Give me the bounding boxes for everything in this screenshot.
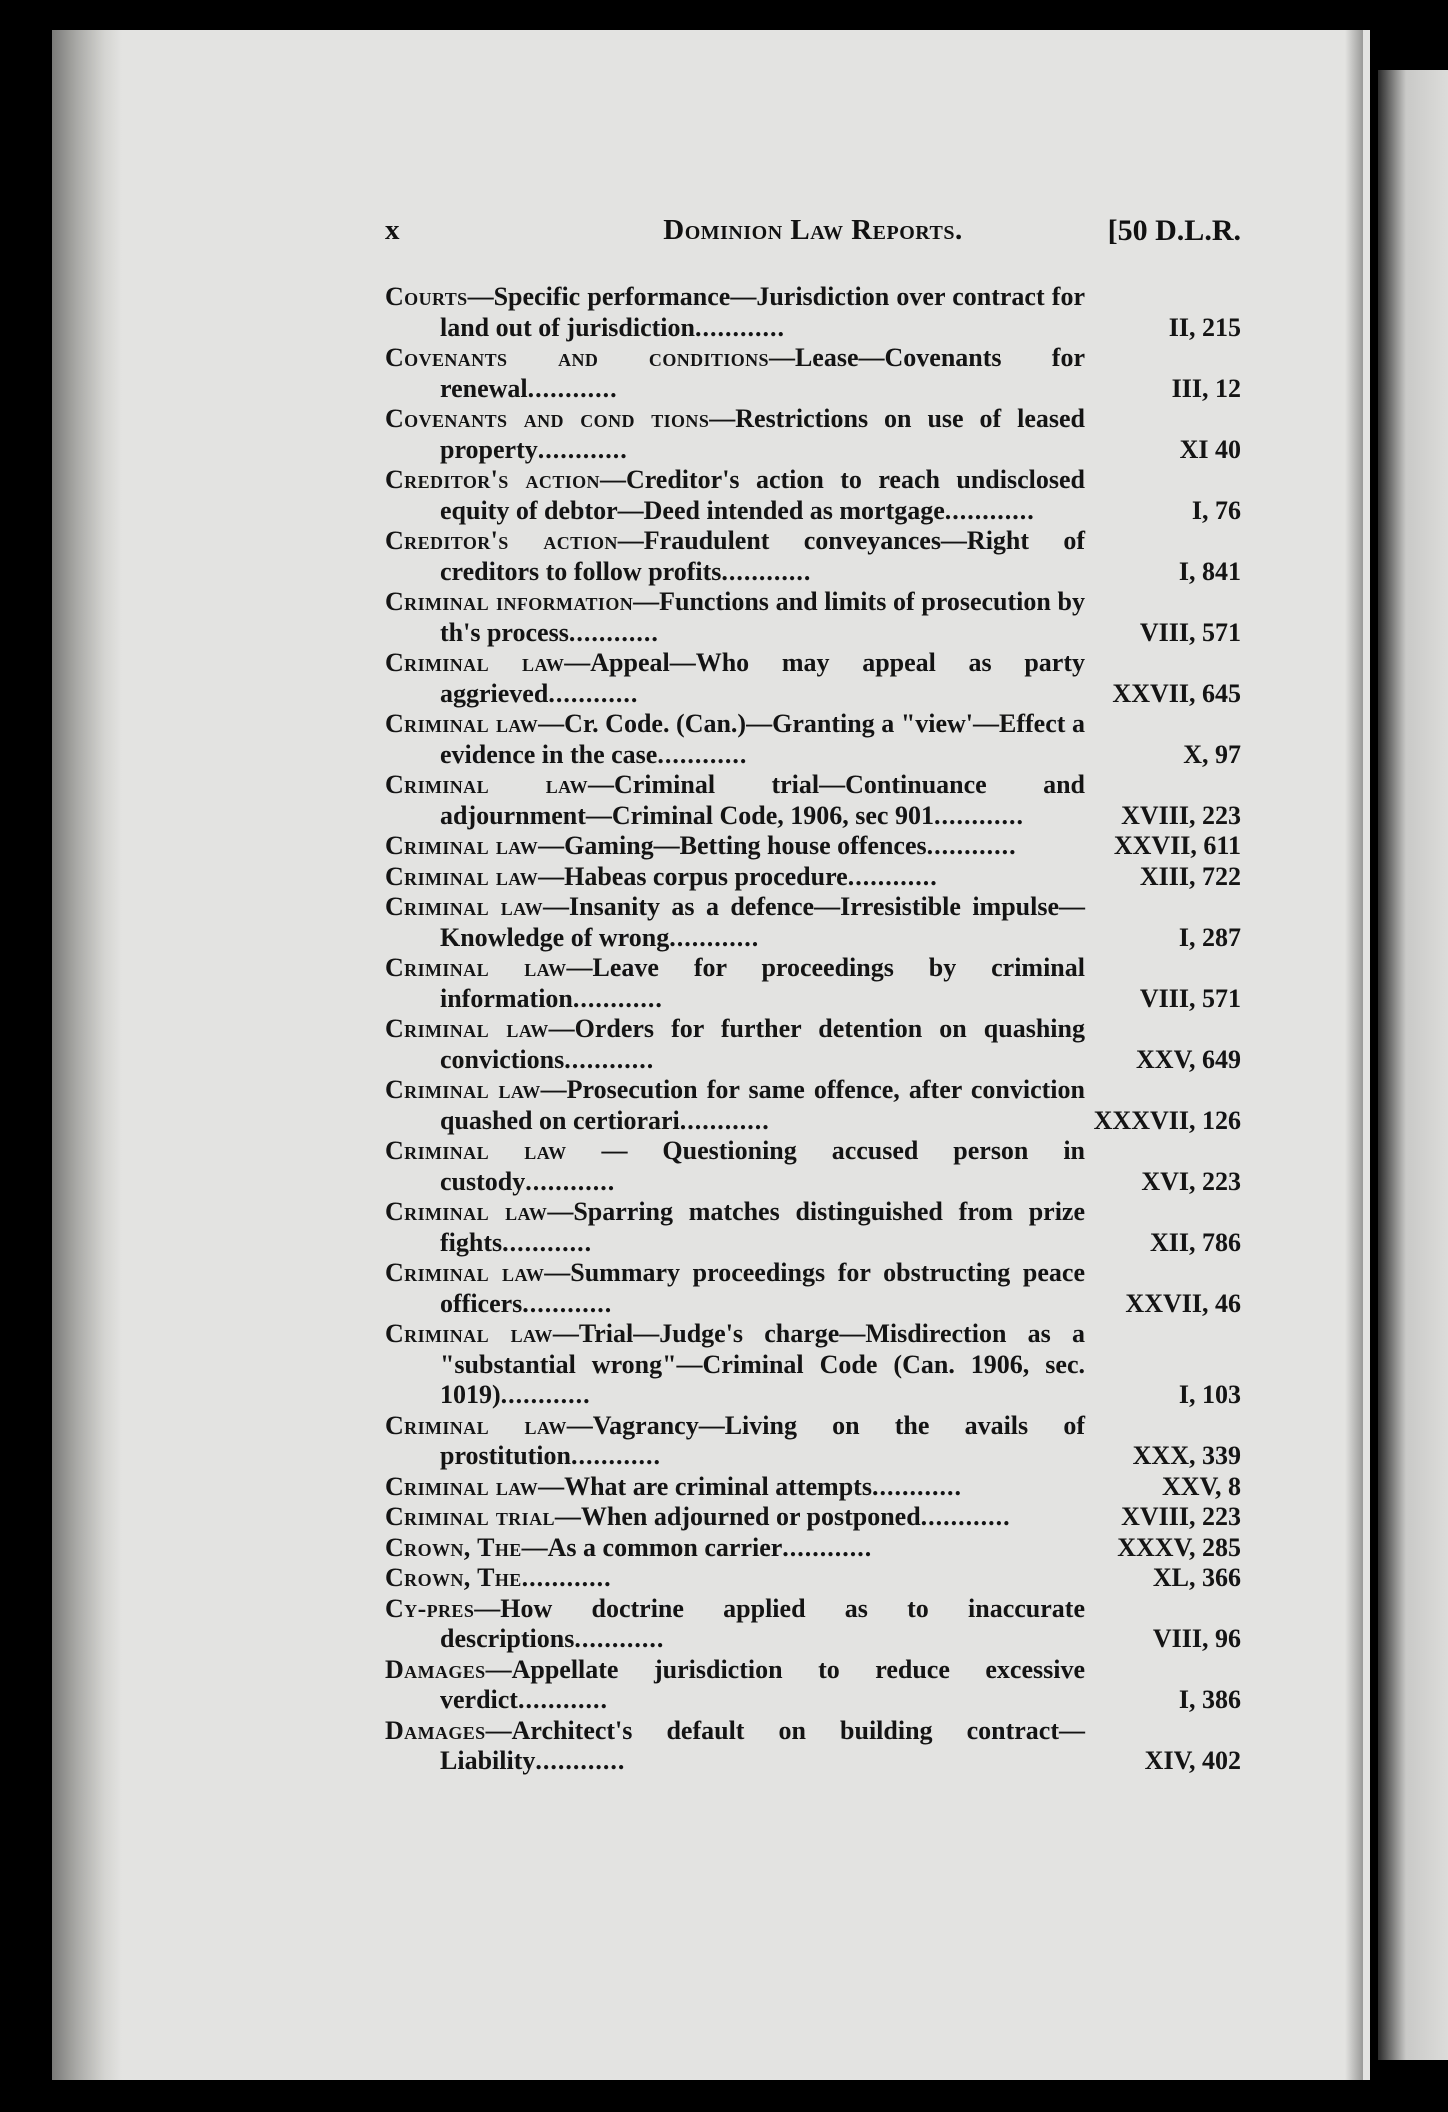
entry-heading: Criminal law	[385, 1410, 567, 1440]
leader-dots: ............	[679, 1105, 770, 1135]
entry-subject: —Specific performance—Jurisdiction over contract for land out of jurisdiction	[440, 282, 1085, 342]
index-entry	[385, 1075, 1241, 1136]
entry-text	[385, 587, 1085, 648]
index-entry	[385, 1472, 1241, 1503]
running-header	[385, 214, 1241, 254]
entry-heading: Criminal law	[385, 953, 567, 982]
entry-text	[385, 648, 1085, 709]
entry-subject: —As a common carrier	[521, 1532, 783, 1562]
entry-heading: Crown, The	[385, 1532, 522, 1562]
leader-dots: ............	[568, 617, 659, 647]
leader-dots: ............	[933, 800, 1024, 830]
entry-heading: Criminal law	[385, 831, 539, 860]
index-entry	[385, 862, 1241, 893]
entry-text	[385, 526, 1085, 587]
entry-subject: —Criminal trial—Continuance and adjournment—Criminal Code, 1906, sec 901	[440, 770, 1086, 830]
entry-heading: Criminal law	[385, 1258, 545, 1287]
entry-heading: Damages	[385, 1715, 486, 1745]
volume-page-reference: XXVII, 611	[1113, 831, 1241, 860]
leader-dots: ............	[525, 1166, 616, 1196]
entry-subject: —Functions and limits of prosecution by th's process	[440, 587, 1085, 647]
entry-heading: Criminal law	[385, 1197, 548, 1226]
entry-subject: —How doctrine applied as to inaccurate descriptions	[440, 1593, 1085, 1653]
entry-text	[385, 1563, 1085, 1594]
leader-dots: ............	[944, 495, 1035, 525]
entry-heading: Criminal law	[385, 1075, 541, 1104]
volume-page-reference: XIII, 722	[1139, 861, 1241, 891]
entry-subject: —Creditor's action to reach undisclosed equity of debtor—Deed intended as mortgage	[440, 465, 1085, 525]
index-entry	[385, 1563, 1241, 1594]
index-entry	[385, 953, 1241, 1014]
volume-page-reference: I, 386	[1178, 1685, 1241, 1714]
volume-page-reference: XXXVII, 126	[1093, 1105, 1241, 1135]
leader-dots: ............	[926, 831, 1017, 860]
entry-text	[385, 831, 1085, 862]
leader-dots: ............	[847, 861, 938, 891]
entry-text	[385, 1502, 1085, 1533]
leader-dots: ............	[502, 1227, 593, 1257]
entry-heading: Cy-pres	[385, 1593, 475, 1623]
leader-dots: ............	[871, 1471, 962, 1501]
entry-subject: —When adjourned or postponed	[554, 1502, 921, 1531]
entry-heading: Covenants and conditions	[385, 343, 769, 372]
entry-subject: —Gaming—Betting house offences	[538, 831, 927, 860]
entry-subject: —Lease—Covenants for renewal	[440, 343, 1085, 403]
adjacent-page-edge	[1378, 70, 1448, 2060]
index-entry	[385, 770, 1241, 831]
entry-heading: Criminal law	[385, 770, 588, 799]
entry-text	[385, 465, 1085, 526]
entry-text	[385, 709, 1085, 770]
entry-text	[385, 282, 1085, 343]
index-entry	[385, 648, 1241, 709]
leader-dots: ............	[500, 1380, 591, 1409]
entry-text	[385, 404, 1085, 465]
entry-text	[385, 1014, 1085, 1075]
entry-subject: —Restrictions on use of leased property	[440, 404, 1085, 464]
entry-heading: Criminal trial	[385, 1502, 555, 1531]
index-entry	[385, 404, 1241, 465]
entry-text	[385, 1716, 1085, 1777]
binding-shadow	[52, 30, 122, 2080]
entry-subject: —Habeas corpus procedure	[538, 861, 848, 891]
leader-dots: ............	[572, 983, 663, 1013]
index-entry	[385, 282, 1241, 343]
index-entry	[385, 1136, 1241, 1197]
volume-reference: [50 D.L.R.	[1107, 214, 1241, 247]
entry-text	[385, 1319, 1085, 1411]
index-entry	[385, 1502, 1241, 1533]
entry-text	[385, 1655, 1085, 1716]
entry-heading: Criminal law	[385, 892, 543, 921]
entry-text	[385, 1594, 1085, 1655]
entry-heading: Criminal law	[385, 709, 539, 738]
entry-text	[385, 953, 1085, 1014]
entry-subject: —Architect's default on building contract—Liability	[440, 1715, 1085, 1775]
index-entry	[385, 1533, 1241, 1564]
volume-page-reference: II, 215	[1168, 312, 1241, 342]
index-entry	[385, 1716, 1241, 1777]
volume-page-reference: XXXV, 285	[1117, 1532, 1241, 1562]
leader-dots: ............	[657, 739, 748, 769]
volume-page-reference: XII, 786	[1149, 1227, 1241, 1257]
index-entry	[385, 465, 1241, 526]
entry-heading: Criminal information	[385, 587, 634, 616]
index-entry	[385, 1319, 1241, 1411]
entry-subject: —Orders for further detention on quashing convictions	[440, 1014, 1085, 1074]
index-entry	[385, 1258, 1241, 1319]
index-entry	[385, 343, 1241, 404]
volume-page-reference: I, 76	[1191, 495, 1241, 525]
volume-page-reference: XXVII, 645	[1112, 678, 1241, 708]
volume-page-reference: VIII, 571	[1139, 617, 1241, 647]
entry-text	[385, 343, 1085, 404]
leader-dots: ............	[669, 922, 760, 952]
leader-dots: ............	[548, 678, 639, 708]
entry-subject: —Prosecution for same offence, after conviction quashed on certiorari	[440, 1075, 1085, 1135]
volume-page-reference: III, 12	[1171, 373, 1241, 403]
leader-dots: ............	[782, 1532, 873, 1562]
volume-page-reference: XVIII, 223	[1121, 800, 1241, 830]
volume-page-reference: XVI, 223	[1141, 1166, 1241, 1196]
entry-text	[385, 862, 1085, 893]
leader-dots: ............	[521, 1563, 612, 1592]
volume-page-reference: I, 841	[1178, 556, 1241, 586]
volume-page-reference: XVIII, 223	[1121, 1502, 1241, 1531]
volume-page-reference: I, 287	[1178, 922, 1241, 952]
page-folio: x	[385, 214, 400, 246]
entry-text	[385, 1411, 1085, 1472]
volume-page-reference: VIII, 571	[1139, 983, 1241, 1013]
entry-heading: Criminal law	[385, 1136, 567, 1165]
index-entry	[385, 1411, 1241, 1472]
entry-subject: — Questioning accused person in custody	[440, 1136, 1086, 1196]
volume-page-reference: XXV, 649	[1136, 1044, 1241, 1074]
index-entry	[385, 587, 1241, 648]
volume-page-reference: XXV, 8	[1162, 1471, 1241, 1501]
leader-dots: ............	[527, 373, 618, 403]
entry-heading: Courts	[385, 282, 468, 311]
entry-heading: Criminal law	[385, 648, 565, 677]
entry-subject: —What are criminal attempts	[538, 1471, 872, 1501]
page-edge	[1345, 30, 1363, 2080]
entry-heading: Criminal law	[385, 1014, 549, 1043]
journal-title: Dominion Law Reports.	[663, 214, 963, 246]
leader-dots: ............	[517, 1685, 608, 1714]
entry-subject: —Vagrancy—Living on the avails of prostitution	[440, 1410, 1085, 1470]
entry-subject: —Appeal—Who may appeal as party aggrieved	[440, 648, 1085, 708]
entry-subject: —Trial—Judge's charge—Misdirection as a "substantial wrong"—Criminal Code (Can. 1906, sec. 1019)	[440, 1319, 1085, 1409]
entry-heading: Damages	[385, 1654, 486, 1684]
leader-dots: ............	[522, 1288, 613, 1318]
index-entry	[385, 709, 1241, 770]
volume-page-reference: XL, 366	[1152, 1563, 1241, 1592]
entry-heading: Covenants and cond tions	[385, 404, 710, 433]
entry-subject: —Leave for proceedings by criminal information	[440, 953, 1085, 1013]
entry-text	[385, 1258, 1085, 1319]
volume-page-reference: XI 40	[1179, 434, 1241, 464]
entry-subject: —Summary proceedings for obstructing peace officers	[440, 1258, 1085, 1318]
index-entry	[385, 1655, 1241, 1716]
index-entry	[385, 831, 1241, 862]
leader-dots: ............	[920, 1502, 1011, 1531]
volume-page-reference: XIV, 402	[1144, 1746, 1241, 1775]
entry-text	[385, 1533, 1085, 1564]
entry-heading: Crown, The	[385, 1563, 522, 1592]
entry-subject: —Cr. Code. (Can.)—Granting a "view'—Effect a evidence in the case	[440, 709, 1085, 769]
entry-text	[385, 1197, 1085, 1258]
entry-text	[385, 1075, 1085, 1136]
entry-heading: Criminal law	[385, 1471, 539, 1501]
volume-page-reference: I, 103	[1178, 1380, 1241, 1409]
entry-heading: Creditor's action	[385, 465, 600, 494]
entry-text	[385, 1136, 1085, 1197]
index-entry	[385, 526, 1241, 587]
entry-subject: —Appellate jurisdiction to reduce excessive verdict	[440, 1654, 1085, 1714]
leader-dots: ............	[571, 1441, 661, 1470]
index-entry	[385, 892, 1241, 953]
entry-heading: Criminal law	[385, 861, 539, 891]
entry-heading: Criminal law	[385, 1319, 553, 1348]
entry-heading: Creditor's action	[385, 526, 618, 555]
volume-page-reference: XXVII, 46	[1125, 1288, 1241, 1318]
leader-dots: ............	[721, 556, 812, 586]
leader-dots: ............	[695, 312, 785, 342]
index-entry	[385, 1014, 1241, 1075]
index-entry	[385, 1197, 1241, 1258]
entry-text	[385, 770, 1085, 831]
index-entries	[385, 282, 1241, 1777]
volume-page-reference: X, 97	[1183, 739, 1241, 769]
volume-page-reference: XXX, 339	[1132, 1441, 1241, 1470]
leader-dots: ............	[574, 1624, 665, 1653]
index-entry	[385, 1594, 1241, 1655]
leader-dots: ............	[537, 434, 628, 464]
entry-subject: —Sparring matches distinguished from prize fights	[440, 1197, 1085, 1257]
entry-text	[385, 1472, 1085, 1503]
volume-page-reference: VIII, 96	[1152, 1624, 1241, 1653]
leader-dots: ............	[535, 1746, 626, 1775]
entry-subject: —Fraudulent conveyances—Right of creditors to follow profits	[440, 526, 1085, 586]
entry-subject: —Insanity as a defence—Irresistible impulse—Knowledge of wrong	[440, 892, 1085, 952]
entry-text	[385, 892, 1085, 953]
leader-dots: ............	[564, 1044, 655, 1074]
